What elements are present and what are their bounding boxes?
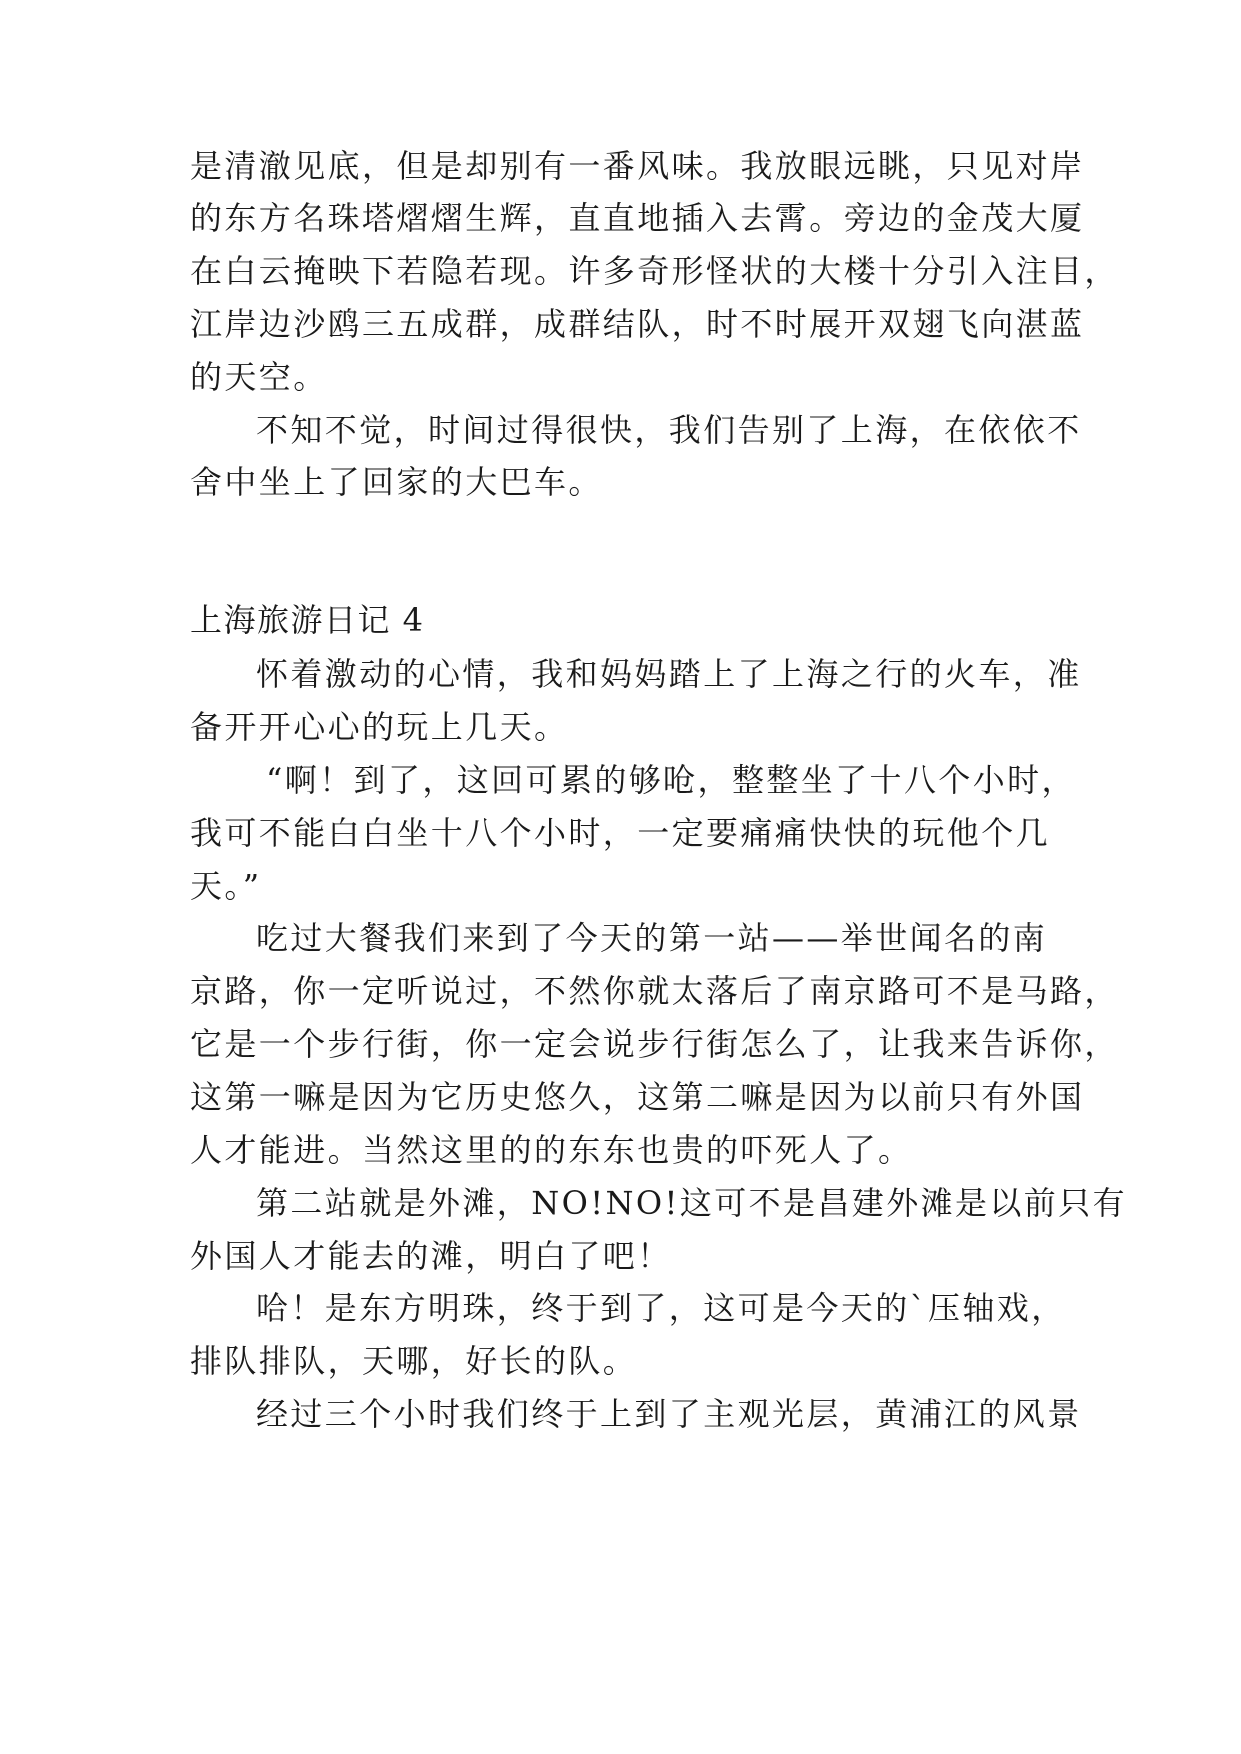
paragraph-first-line: 第二站就是外滩，NO!NO!这可不是昌建外滩是以前只有 [256,1184,1127,1222]
paragraph-first-line: 经过三个小时我们终于上到了主观光层，黄浦江的风景 [256,1395,1082,1433]
text-line: 人才能进。当然这里的的东东也贵的吓死人了。 [190,1131,913,1169]
text-line: 舍中坐上了回家的大巴车。 [190,463,603,501]
text-line: 天。” [190,867,262,905]
section-heading: 上海旅游日记 4 [190,601,425,639]
text-line: 这第一嘛是因为它历史悠久，这第二嘛是因为以前只有外国 [190,1078,1085,1116]
text-line: 外国人才能去的滩，明白了吧！ [190,1237,672,1275]
text-line: 江岸边沙鸥三五成群，成群结队，时不时展开双翅飞向湛蓝 [190,305,1085,343]
paragraph-first-line: “啊！到了，这回可累的够呛，整整坐了十八个小时， [266,761,1076,799]
text-line: 京路，你一定听说过，不然你就太落后了南京路可不是马路， [190,972,1119,1010]
paragraph-first-line: 怀着激动的心情，我和妈妈踏上了上海之行的火车，准 [256,655,1082,693]
text-line: 是清澈见底，但是却别有一番风味。我放眼远眺，只见对岸 [190,147,1085,185]
text-line: 的东方名珠塔熠熠生辉，直直地插入去霄。旁边的金茂大厦 [190,199,1085,237]
text-line: 的天空。 [190,358,328,396]
text-line: 它是一个步行街，你一定会说步行街怎么了，让我来告诉你， [190,1025,1119,1063]
text-line: 我可不能白白坐十八个小时，一定要痛痛快快的玩他个几 [190,814,1051,852]
paragraph-first-line: 哈！是东方明珠，终于到了，这可是今天的`压轴戏， [256,1289,1066,1327]
text-line: 备开开心心的玩上几天。 [190,708,569,746]
paragraph-first-line: 吃过大餐我们来到了今天的第一站——举世闻名的南 [256,919,1048,957]
paragraph-first-line: 不知不觉，时间过得很快，我们告别了上海，在依依不 [256,411,1082,449]
text-line: 排队排队，天哪，好长的队。 [190,1342,638,1380]
text-line: 在白云掩映下若隐若现。许多奇形怪状的大楼十分引入注目， [190,252,1119,290]
